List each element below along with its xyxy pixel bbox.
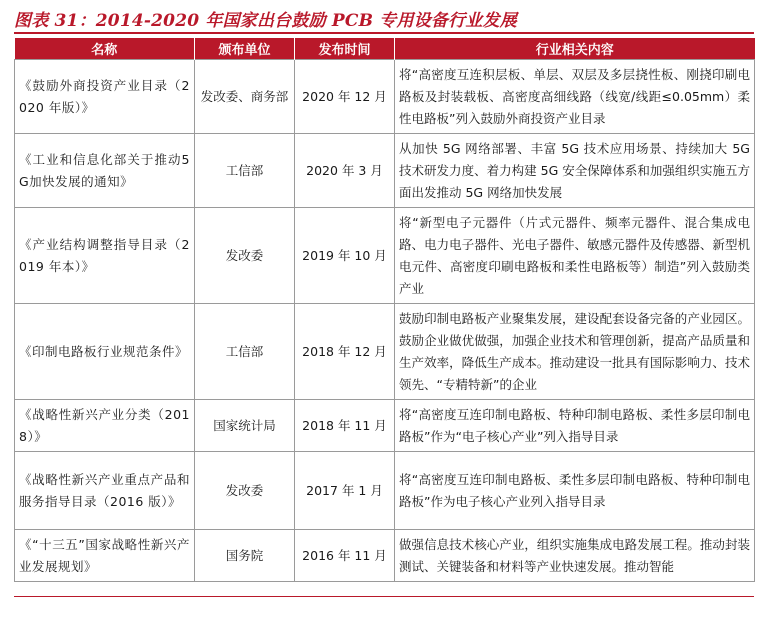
policy-table [14, 38, 755, 582]
policy-content: 将“高密度互连印制电路板、特种印制电路板、柔性多层印制电路板”作为“电子核心产业”列入指导目录 [395, 400, 755, 452]
table-row [15, 452, 755, 530]
policy-name: 《产业结构调整指导目录（2019 年本）》 [15, 208, 195, 304]
header-name: 名称 [15, 38, 195, 60]
policy-name: 《战略性新兴产业分类（2018）》 [15, 400, 195, 452]
table-row [15, 208, 755, 304]
policy-issuer: 国家统计局 [195, 400, 295, 452]
policy-name: 《“十三五”国家战略性新兴产业发展规划》 [15, 530, 195, 582]
policy-date: 2017 年 1 月 [295, 452, 395, 530]
policy-date: 2018 年 11 月 [295, 400, 395, 452]
policy-content: 做强信息技术核心产业，组织实施集成电路发展工程。推动封装测试、关键装备和材料等产业快速发展。推动智能 [395, 530, 755, 582]
policy-issuer: 发改委、商务部 [195, 60, 295, 134]
policy-name: 《工业和信息化部关于推动5G加快发展的通知》 [15, 134, 195, 208]
table-row [15, 304, 755, 400]
policy-content: 将“高密度互连印制电路板、柔性多层印制电路板、特种印制电路板”作为电子核心产业列入指导目录 [395, 452, 755, 530]
policy-name: 《战略性新兴产业重点产品和服务指导目录（2016 版）》 [15, 452, 195, 530]
policy-content: 鼓励印制电路板产业聚集发展，建设配套设备完备的产业园区。鼓励企业做优做强，加强企业技术和管理创新，提高产品质量和生产效率，降低生产成本。推动建设一批具有国际影响力、技术领先、“专精特新”的企业 [395, 304, 755, 400]
policy-date: 2020 年 3 月 [295, 134, 395, 208]
header-date: 发布时间 [295, 38, 395, 60]
table-row [15, 60, 755, 134]
policy-issuer: 发改委 [195, 452, 295, 530]
policy-issuer: 工信部 [195, 134, 295, 208]
table-header-row [15, 38, 755, 60]
policy-issuer: 发改委 [195, 208, 295, 304]
title-divider [14, 32, 754, 34]
policy-date: 2018 年 12 月 [295, 304, 395, 400]
policy-issuer: 工信部 [195, 304, 295, 400]
header-content: 行业相关内容 [395, 38, 755, 60]
table-row [15, 530, 755, 582]
policy-date: 2016 年 11 月 [295, 530, 395, 582]
bottom-divider [14, 596, 754, 597]
policy-content: 将“新型电子元器件（片式元器件、频率元器件、混合集成电路、电力电子器件、光电子器件、敏感元器件及传感器、新型机电元件、高密度印刷电路板和柔性电路板等）制造”列入鼓励类产业 [395, 208, 755, 304]
table-row [15, 134, 755, 208]
policy-issuer: 国务院 [195, 530, 295, 582]
policy-date: 2019 年 10 月 [295, 208, 395, 304]
policy-content: 将“高密度互连积层板、单层、双层及多层挠性板、刚挠印刷电路板及封装载板、高密度高细线路（线宽/线距≤0.05mm）柔性电路板”列入鼓励外商投资产业目录 [395, 60, 755, 134]
policy-content: 从加快 5G 网络部署、丰富 5G 技术应用场景、持续加大 5G 技术研发力度、着力构建 5G 安全保障体系和加强组织实施五方面出发推动 5G 网络加快发展 [395, 134, 755, 208]
policy-name: 《鼓励外商投资产业目录（2020 年版）》 [15, 60, 195, 134]
policy-date: 2020 年 12 月 [295, 60, 395, 134]
table-row [15, 400, 755, 452]
header-issuer: 颁布单位 [195, 38, 295, 60]
figure-title: 图表 31：2014-2020 年国家出台鼓励 PCB 专用设备行业发展 [14, 11, 517, 31]
policy-name: 《印制电路板行业规范条件》 [15, 304, 195, 400]
